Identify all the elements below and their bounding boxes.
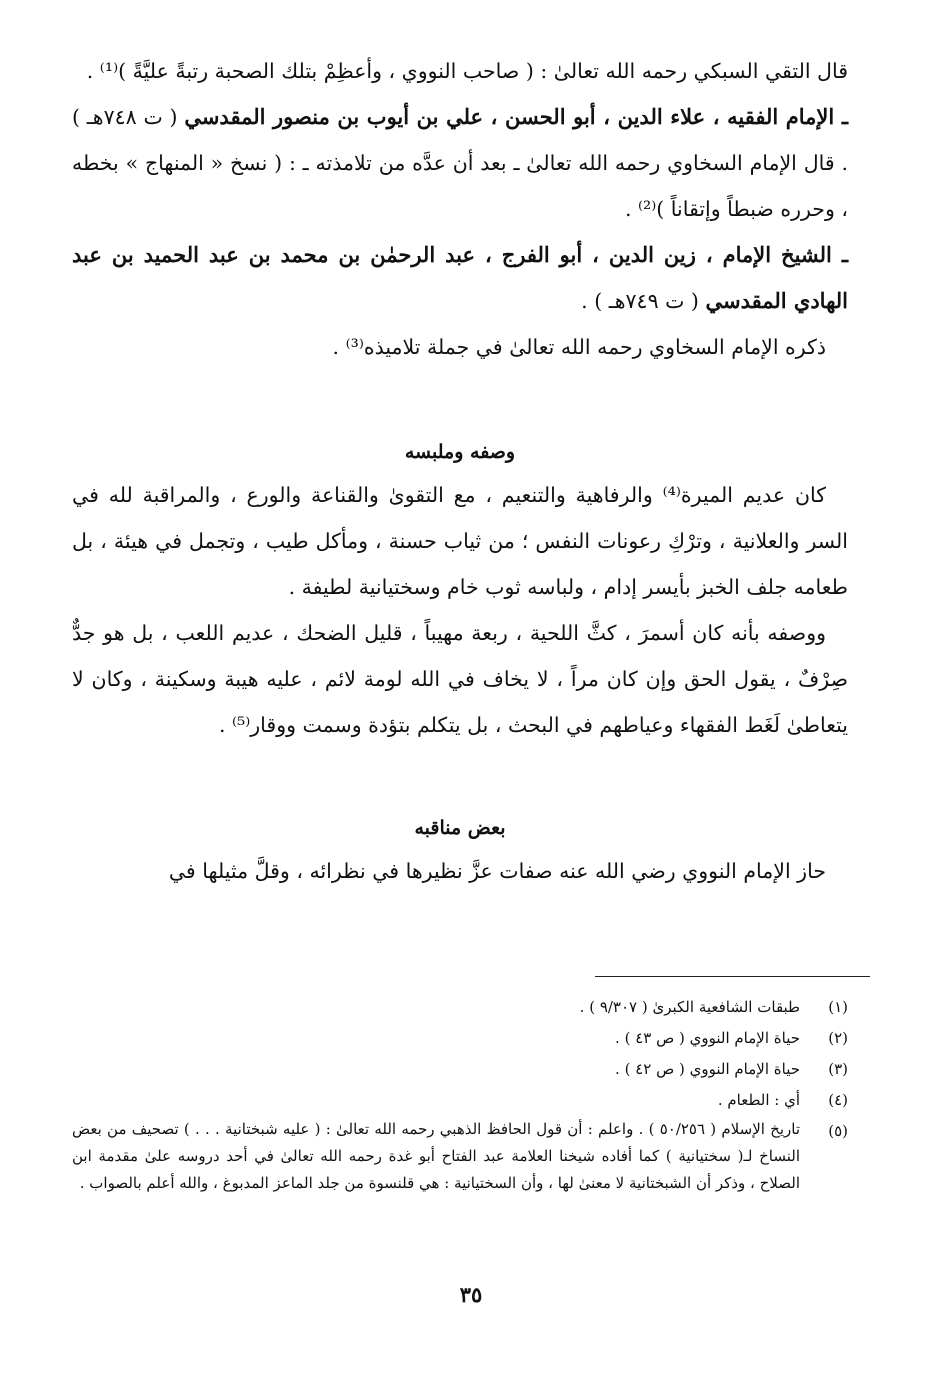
footnote-number: (٤) bbox=[828, 1091, 848, 1109]
footnote-number: (١) bbox=[828, 998, 848, 1016]
paragraph-sakhawi-mention: ذكره الإمام السخاوي رحمه الله تعالىٰ في جملة تلاميذه⁽³⁾ . bbox=[332, 335, 826, 359]
paragraph-virtues: حاز الإمام النووي رضي الله عنه صفات عزَّ نظيرها في نظرائه ، وقلَّ مثيلها في bbox=[168, 859, 826, 883]
footnote-item bbox=[72, 1023, 848, 1054]
entry-text-zainuddin: ( ت ٧٤٩هـ ) . bbox=[581, 289, 699, 313]
footnote-number: (٥) bbox=[828, 1122, 848, 1140]
entry-name-zainuddin: ـ الشيخ الإمام ، زين الدين ، أبو الفرج ، عبد الرحمٰن بن محمد بن عبد الحميد بن عبد الهادي المقدسي bbox=[72, 242, 848, 313]
section-heading-description: وصفه وملبسه bbox=[404, 441, 516, 463]
footnote-text: تاريخ الإسلام ( ٥٠/٢٥٦ ) . واعلم : أن قول الحافظ الذهبي رحمه الله تعالىٰ : ( عليه شبختانية . . . ) تصحيف من بعض النساخ لـ( سختيانية ) كما أفاده شيخنا العلامة عبد الفتاح أبو غدة رحمه الله تعالىٰ في أحد دروسه علىٰ مقدمة ابن الصلاح ، وذكر أن الشبختانية لا معنىٰ لها ، وأن السختيانية : هي قلنسوة من جلد الماعز المدبوغ ، والله أعلم بالصواب . bbox=[72, 1120, 801, 1192]
entry-name-alauddin: ـ الإمام الفقيه ، علاء الدين ، أبو الحسن ، علي بن أيوب بن منصور المقدسي bbox=[184, 104, 848, 129]
entry-text-alauddin: ( ت ٧٤٨هـ ) . قال الإمام السخاوي رحمه الله تعالىٰ ـ بعد أن عدَّه من تلامذته ـ : ( نسخ « المنهاج » بخطه ، وحرره ضبطاً وإتقاناً )⁽²⁾ . bbox=[72, 105, 848, 221]
footnote-item bbox=[72, 992, 848, 1023]
footnote-text: طبقات الشافعية الكبرىٰ ( ٩/٣٠٧ ) . bbox=[579, 998, 800, 1016]
footnote-number: (٢) bbox=[828, 1029, 848, 1047]
footnote-text: حياة الإمام النووي ( ص ٤٣ ) . bbox=[615, 1029, 800, 1047]
page-number: ٣٥ bbox=[459, 1282, 483, 1307]
footnote-item bbox=[72, 1085, 848, 1116]
paragraph-appearance: ووصفه بأنه كان أسمرَ ، كثَّ اللحية ، ربعة مهيباً ، قليل الضحك ، عديم اللعب ، بل هو جدٌّ صِرْفٌ ، يقول الحق وإن كان مراً ، لا يخاف في الله لومة لائم ، عليه هيبة وسكينة ، وكان لا يتعاطىٰ لَغَط الفقهاء وعياطهم في البحث ، بل يتكلم بتؤدة وسمت ووقار⁽⁵⁾ . bbox=[72, 621, 848, 737]
footnote-item bbox=[72, 1116, 848, 1197]
paragraph-subki-quote: قال التقي السبكي رحمه الله تعالىٰ : ( صاحب النووي ، وأعظِمْ بتلك الصحبة رتبةً عليَّةً )⁽¹⁾ . bbox=[86, 59, 848, 83]
footnotes bbox=[72, 992, 848, 1197]
footnote-text: أي : الطعام . bbox=[717, 1091, 800, 1109]
section-heading-virtues: بعض مناقبه bbox=[414, 817, 506, 839]
paragraph-alauddin bbox=[72, 94, 848, 232]
footnote-text: حياة الإمام النووي ( ص ٤٢ ) . bbox=[615, 1060, 800, 1078]
footnote-divider bbox=[595, 976, 870, 977]
footnote-number: (٣) bbox=[828, 1060, 848, 1078]
footnote-item bbox=[72, 1054, 848, 1085]
paragraph-zainuddin bbox=[72, 232, 848, 324]
page-body bbox=[72, 48, 848, 894]
paragraph-description: كان عديم الميرة⁽⁴⁾ والرفاهية والتنعيم ، مع التقوىٰ والقناعة والورع ، والمراقبة لله في السر والعلانية ، وترْكِ رعونات النفس ؛ من ثياب حسنة ، ومأكل طيب ، وتجمل في هيئة ، بل طعامه جلف الخبز بأيسر إدام ، ولباسه ثوب خام وسختيانية لطيفة . bbox=[72, 483, 848, 599]
